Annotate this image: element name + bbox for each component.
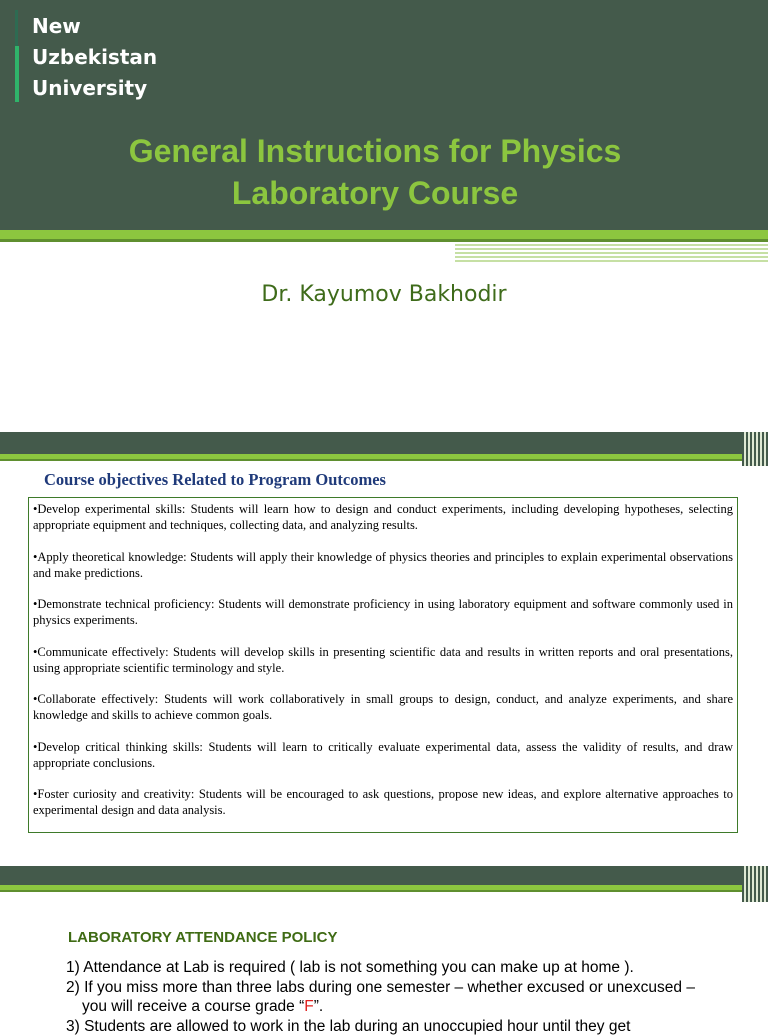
green-divider-band-dark	[0, 459, 768, 461]
decorative-stripes	[742, 432, 768, 466]
objective-item: •Develop critical thinking skills: Students will learn to critically evaluate experimental data, assess the validity of results, and draw appropriate conclusions.	[33, 739, 733, 771]
attendance-policy-list	[66, 958, 756, 1036]
logo-line-3: University	[32, 73, 157, 104]
logo-line-1: New	[32, 11, 157, 42]
policy-item-3: 3) Students are allowed to work in the lab during an unoccupied hour until they get	[66, 1017, 756, 1036]
green-divider-band-dark	[0, 239, 768, 242]
decorative-stripes	[455, 244, 768, 264]
objectives-title: Course objectives Related to Program Outcomes	[44, 470, 386, 490]
slide-title-line-1: General Instructions for Physics	[0, 130, 750, 172]
objectives-box	[28, 497, 738, 833]
title-slide	[0, 0, 768, 420]
green-divider-band	[0, 230, 768, 239]
slide-header-bar	[0, 866, 768, 885]
title-slide-header	[0, 0, 768, 230]
objective-item: •Develop experimental skills: Students will learn how to design and conduct experiments, including developing hypotheses, selecting appropriate equipment and techniques, collecting data, and analyzing results.	[33, 501, 733, 533]
green-divider-band-dark	[0, 890, 768, 892]
slide-header-bar	[0, 432, 768, 454]
logo-accent-bar-green	[15, 46, 19, 102]
policy-item-2	[66, 978, 756, 1017]
policy-item-1: 1) Attendance at Lab is required ( lab is not something you can make up at home ).	[66, 958, 756, 978]
attendance-slide	[0, 866, 768, 1024]
slide-title-line-2: Laboratory Course	[0, 172, 750, 214]
policy-item-2-line-2-suffix: ”.	[314, 998, 323, 1015]
decorative-stripes	[742, 866, 768, 902]
logo-accent-bar-dark	[15, 10, 18, 46]
policy-item-2-line-2-prefix: you will receive a course grade “	[82, 998, 304, 1015]
logo-line-2: Uzbekistan	[32, 42, 157, 73]
policy-item-2-line-1: 2) If you miss more than three labs during one semester – whether excused or unexcused –	[66, 979, 695, 996]
author-name: Dr. Kayumov Bakhodir	[0, 280, 768, 310]
objectives-slide	[0, 432, 768, 854]
objective-item: •Apply theoretical knowledge: Students will apply their knowledge of physics theories and principles to explain experimental observations and make predictions.	[33, 549, 733, 581]
university-logo-text	[32, 11, 157, 104]
objective-item: •Foster curiosity and creativity: Students will be encouraged to ask questions, propose new ideas, and explore alternative approaches to experimental design and data analysis.	[33, 786, 733, 818]
slide-title	[0, 130, 750, 214]
objective-item: •Communicate effectively: Students will develop skills in presenting scientific data and results in written reports and oral presentations, using appropriate scientific terminology and style.	[33, 644, 733, 676]
grade-f: F	[304, 998, 313, 1015]
objective-item: •Demonstrate technical proficiency: Students will demonstrate proficiency in using laboratory equipment and software commonly used in physics experiments.	[33, 596, 733, 628]
objective-item: •Collaborate effectively: Students will work collaboratively in small groups to design, conduct, and analyze experiments, and share knowledge and skills to achieve common goals.	[33, 691, 733, 723]
attendance-policy-title: LABORATORY ATTENDANCE POLICY	[68, 929, 337, 947]
